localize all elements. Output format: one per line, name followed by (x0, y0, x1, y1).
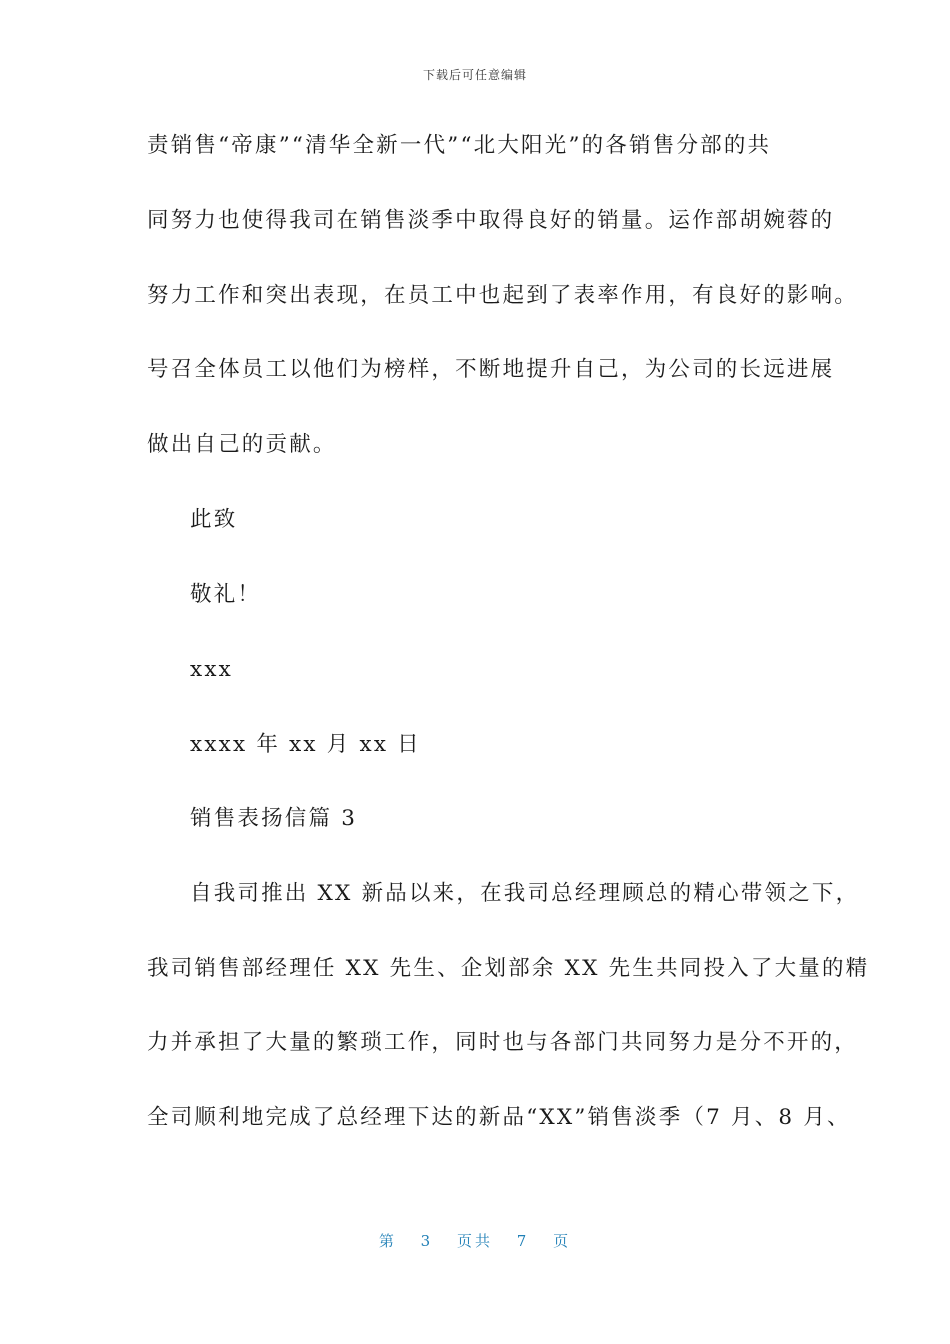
paragraph-2-line-1: 自我司推出 XX 新品以来，在我司总经理顾总的精心带领之下， (190, 881, 860, 906)
footer-suffix: 页 (553, 1232, 572, 1250)
paragraph-2-line-4: 全司顺利地完成了总经理下达的新品“XX”销售淡季（7 月、8 月、 (147, 1105, 851, 1130)
footer-total-pages: 7 (516, 1232, 530, 1250)
paragraph-2-line-3: 力并承担了大量的繁琐工作，同时也与各部门共同努力是分不开的， (147, 1030, 859, 1055)
paragraph-1-line-1: 责销售“帝康”“清华全新一代”“北大阳光”的各销售分部的共 (147, 133, 772, 158)
footer-mid: 页共 (456, 1232, 493, 1250)
paragraph-1-line-5: 做出自己的贡献。 (147, 432, 337, 457)
closing-text: 此致 (190, 507, 238, 532)
paragraph-1-line-4: 号召全体员工以他们为榜样，不断地提升自己，为公司的长远进展 (147, 357, 835, 382)
paragraph-2-line-2: 我司销售部经理任 XX 先生、企划部余 XX 先生共同投入了大量的精 (147, 956, 870, 981)
paragraph-1-line-3: 努力工作和突出表现，在员工中也起到了表率作用，有良好的影响。 (147, 283, 859, 308)
date-text: xxxx 年 xx 月 xx 日 (190, 732, 421, 757)
page-footer (0, 1230, 950, 1251)
footer-current-page: 3 (420, 1232, 434, 1250)
footer-prefix: 第 (378, 1232, 397, 1250)
section-title: 销售表扬信篇 3 (190, 806, 358, 831)
paragraph-1-line-2: 同努力也使得我司在销售淡季中取得良好的销量。运作部胡婉蓉的 (147, 208, 835, 233)
salute-text: 敬礼！ (190, 582, 262, 607)
page-header: 下载后可任意编辑 (422, 68, 527, 82)
signature-text: xxx (190, 657, 233, 682)
